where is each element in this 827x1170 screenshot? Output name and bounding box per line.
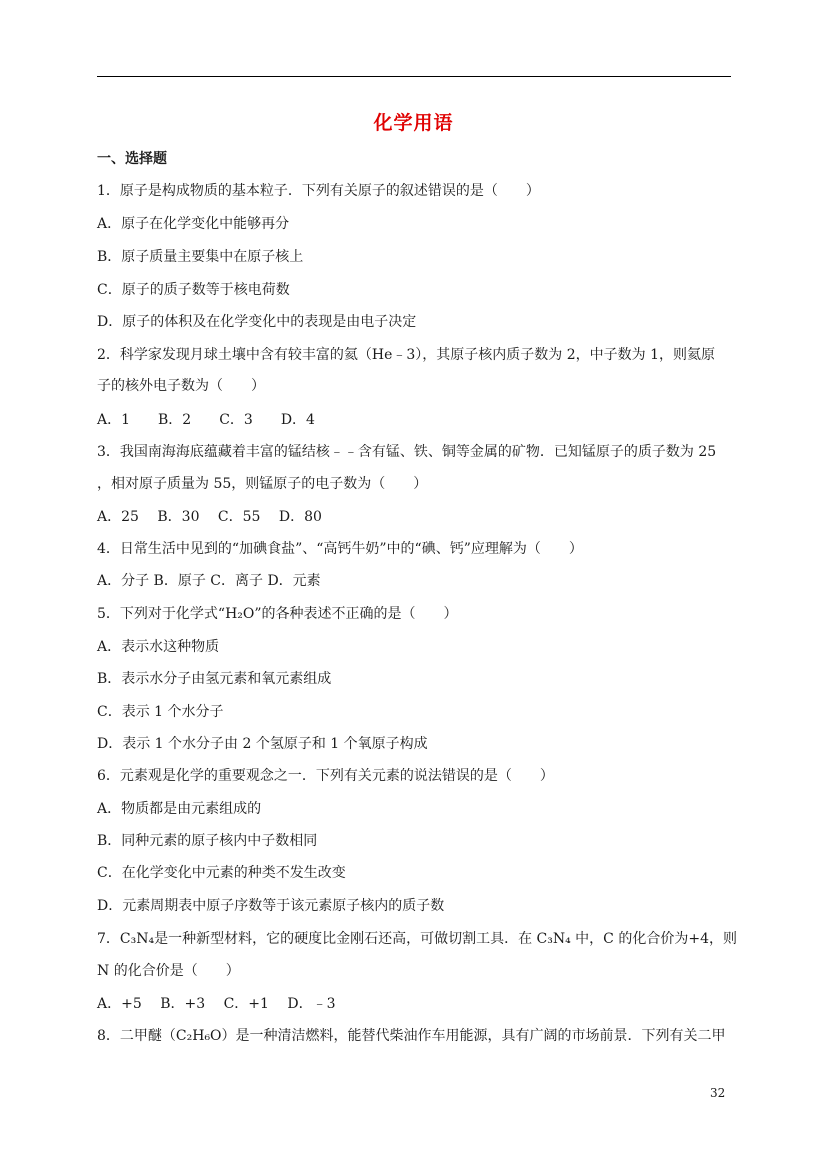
question-3-stem: 3．我国南海海底蕴藏着丰富的锰结核﹣﹣含有锰、铁、铜等金属的矿物．已知锰原子的质子数为 25: [97, 444, 717, 460]
question-8-stem: 8．二甲醚（C₂H₆O）是一种清洁燃料，能替代柴油作车用能源，具有广阔的市场前景．下列有关二甲: [97, 1028, 726, 1044]
question-5-option-b: B．表示水分子由氢元素和氧元素组成: [97, 671, 332, 687]
question-5-option-c: C．表示 1 个水分子: [97, 704, 224, 720]
question-6-option-a: A．物质都是由元素组成的: [97, 801, 262, 817]
page-title: 化学用语: [373, 112, 454, 134]
question-1-option-c: C．原子的质子数等于核电荷数: [97, 282, 290, 298]
question-1-option-a: A．原子在化学变化中能够再分: [97, 216, 290, 232]
question-2-stem: 2．科学家发现月球土壤中含有较丰富的氦（He﹣3），其原子核内质子数为 2，中子数为 1，则氦原: [97, 347, 716, 363]
question-5-stem: 5．下列对于化学式“H₂O”的各种表述不正确的是（ ）: [97, 606, 458, 622]
question-6-option-b: B．同种元素的原子核内中子数相同: [97, 833, 318, 849]
question-2-stem-cont: 子的核外电子数为（ ）: [97, 378, 265, 394]
question-6-stem: 6．元素观是化学的重要观念之一．下列有关元素的说法错误的是（ ）: [97, 768, 554, 784]
question-7-options: A．+5 B．+3 C．+1 D．﹣3: [97, 996, 336, 1012]
question-4-stem: 4．日常生活中见到的“加碘食盐”、“高钙牛奶”中的“碘、钙”应理解为（ ）: [97, 541, 583, 557]
question-7-stem-cont: N 的化合价是（ ）: [97, 963, 240, 979]
question-5-option-a: A．表示水这种物质: [97, 639, 220, 655]
question-1-stem: 1．原子是构成物质的基本粒子．下列有关原子的叙述错误的是（ ）: [97, 183, 540, 199]
question-4-options: A．分子 B．原子 C．离子 D．元素: [97, 573, 321, 589]
question-6-option-c: C．在化学变化中元素的种类不发生改变: [97, 865, 346, 881]
question-2-options: A．1 B．2 C．3 D．4: [97, 412, 315, 428]
question-6-option-d: D．元素周期表中原子序数等于该元素原子核内的质子数: [97, 898, 445, 914]
question-3-stem-cont: ，相对原子质量为 55，则锰原子的电子数为（ ）: [97, 476, 428, 492]
question-7-stem: 7．C₃N₄是一种新型材料，它的硬度比金刚石还高，可做切割工具．在 C₃N₄ 中，C 的化合价为+4，则: [97, 931, 737, 947]
question-1-option-b: B．原子质量主要集中在原子核上: [97, 249, 304, 265]
question-3-options: A．25 B．30 C．55 D．80: [97, 509, 322, 525]
page-number: 32: [710, 1086, 726, 1100]
question-1-option-d: D．原子的体积及在化学变化中的表现是由电子决定: [97, 314, 417, 330]
question-5-option-d: D．表示 1 个水分子由 2 个氢原子和 1 个氧原子构成: [97, 736, 428, 752]
header-rule: [97, 76, 731, 77]
section-heading: 一、选择题: [97, 151, 167, 167]
